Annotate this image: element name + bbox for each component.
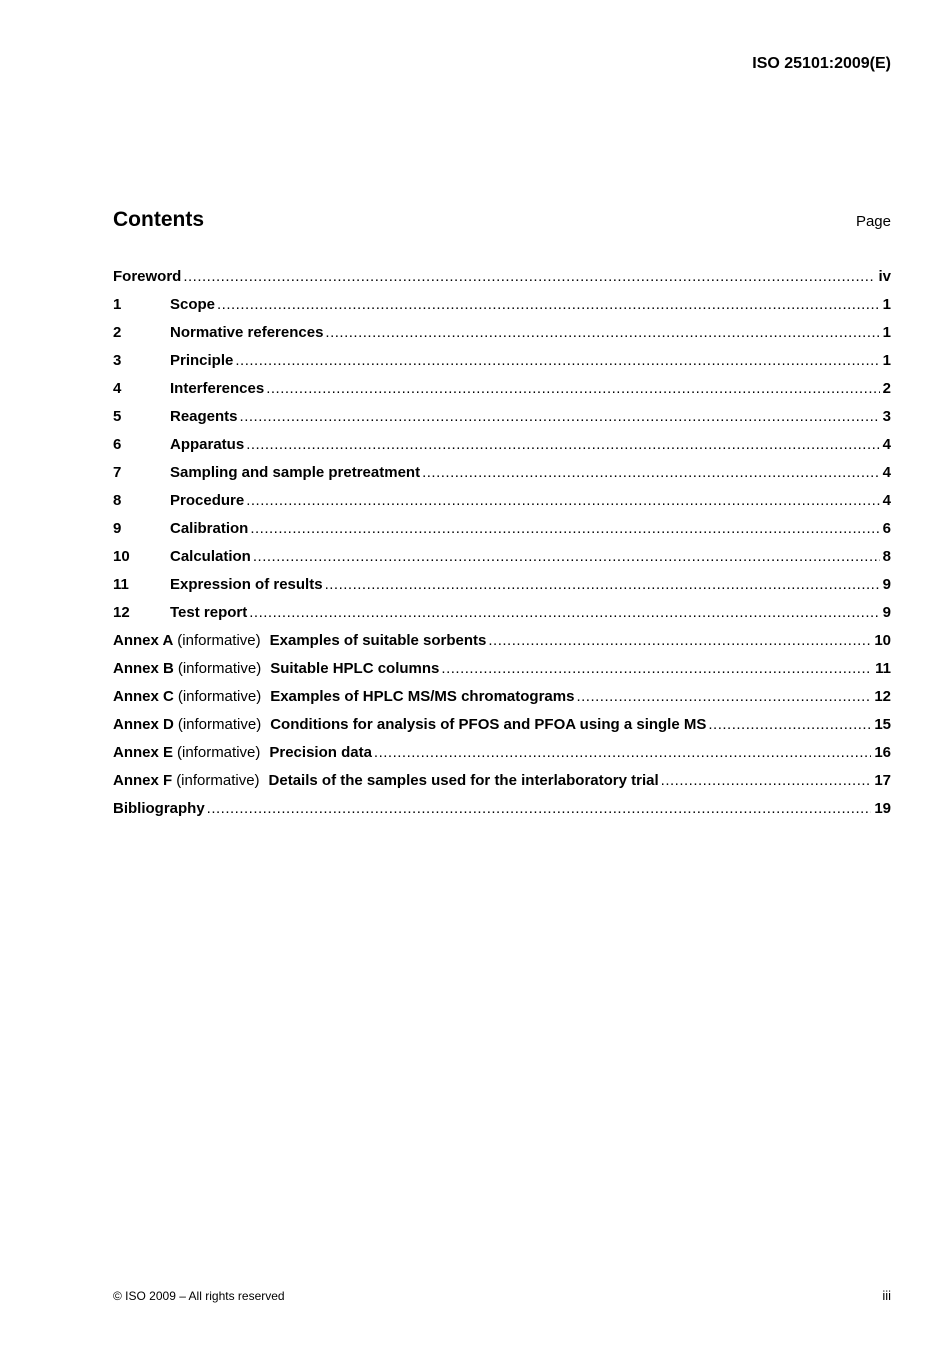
footer-page-number: iii <box>882 1288 891 1303</box>
toc-annex-label: Annex B <box>113 660 174 677</box>
toc-entry-page: 4 <box>882 492 891 509</box>
toc-entry-expression-of-results[interactable] <box>113 576 891 604</box>
toc-entry-bibliography[interactable] <box>113 800 891 828</box>
toc-dot-leader <box>488 632 871 649</box>
toc-annex-kind: (informative) <box>176 772 260 789</box>
toc-annex-label: Annex E <box>113 744 174 761</box>
toc-dot-leader <box>249 604 879 621</box>
toc-annex-label: Annex D <box>113 716 174 733</box>
toc-entry-number: 6 <box>113 436 122 453</box>
toc-entry-annex-a[interactable] <box>113 632 891 660</box>
page-column-label: Page <box>855 213 891 230</box>
toc-annex-kind: (informative) <box>177 716 262 733</box>
toc-annex-kind: (informative) <box>177 688 262 705</box>
toc-entry-calibration[interactable] <box>113 520 891 548</box>
toc-entry-number: 9 <box>113 520 122 537</box>
toc-annex-kind: (informative) <box>177 660 262 677</box>
toc-dot-leader <box>422 464 880 481</box>
toc-entry-page: 4 <box>882 436 891 453</box>
toc-dot-leader <box>441 660 872 677</box>
toc-entry-title: Conditions for analysis of PFOS and PFOA using a single MS <box>270 716 707 733</box>
toc-entry-number: 12 <box>113 604 130 621</box>
toc-entry-calculation[interactable] <box>113 548 891 576</box>
toc-entry-procedure[interactable] <box>113 492 891 520</box>
toc-entry-page: 2 <box>882 380 891 397</box>
toc-entry-page: 8 <box>882 548 891 565</box>
toc-entry-number: 10 <box>113 548 130 565</box>
toc-entry-title: Calculation <box>170 548 251 565</box>
toc-annex-label: Annex C <box>113 688 174 705</box>
toc-dot-leader <box>240 408 880 425</box>
toc-dot-leader <box>207 800 872 817</box>
toc-entry-title: Calibration <box>170 520 249 537</box>
toc-entry-page: 1 <box>882 324 891 341</box>
toc-entry-number: 5 <box>113 408 122 425</box>
document-id: ISO 25101:2009(E) <box>752 55 891 72</box>
toc-entry-normative-references[interactable] <box>113 324 891 352</box>
toc-entry-page: 12 <box>874 688 891 705</box>
toc-dot-leader <box>266 380 879 397</box>
toc-dot-leader <box>325 576 880 593</box>
toc-entry-number: 8 <box>113 492 122 509</box>
toc-entry-annex-c[interactable] <box>113 688 891 716</box>
toc-dot-leader <box>235 352 879 369</box>
toc-entry-sampling[interactable] <box>113 464 891 492</box>
toc-entry-page: 1 <box>882 296 891 313</box>
toc-dot-leader <box>250 520 879 537</box>
toc-entry-page: 15 <box>874 716 891 733</box>
toc-entry-title: Interferences <box>170 380 265 397</box>
toc-entry-reagents[interactable] <box>113 408 891 436</box>
toc-entry-title: Examples of HPLC MS/MS chromatograms <box>270 688 575 705</box>
toc-dot-leader <box>325 324 879 341</box>
toc-entry-principle[interactable] <box>113 352 891 380</box>
toc-entry-number: 4 <box>113 380 122 397</box>
toc-entry-title: Normative references <box>170 324 324 341</box>
toc-dot-leader <box>374 744 871 761</box>
toc-dot-leader <box>246 492 879 509</box>
contents-header <box>113 208 891 232</box>
toc-entry-number: 11 <box>113 576 129 593</box>
toc-entry-title: Apparatus <box>170 436 245 453</box>
toc-entry-interferences[interactable] <box>113 380 891 408</box>
toc-dot-leader <box>708 716 871 733</box>
toc-dot-leader <box>246 436 879 453</box>
toc-dot-leader <box>661 772 872 789</box>
toc-entry-title: Details of the samples used for the interlaboratory trial <box>268 772 659 789</box>
contents-title: Contents <box>113 208 204 231</box>
toc-entry-annex-e[interactable] <box>113 744 891 772</box>
toc-entry-title: Suitable HPLC columns <box>270 660 440 677</box>
toc-entry-title: Foreword <box>113 268 182 285</box>
toc-annex-label: Annex A <box>113 632 174 649</box>
toc-entry-page: 9 <box>882 604 891 621</box>
toc-entry-number: 3 <box>113 352 122 369</box>
toc-entry-title: Precision data <box>269 744 372 761</box>
toc-dot-leader <box>576 688 871 705</box>
toc-entry-title: Procedure <box>170 492 245 509</box>
toc-entry-title: Bibliography <box>113 800 205 817</box>
toc-annex-label: Annex F <box>113 772 173 789</box>
toc-entry-annex-b[interactable] <box>113 660 891 688</box>
toc-entry-number: 7 <box>113 464 122 481</box>
toc-entry-page: 1 <box>882 352 891 369</box>
toc-entry-page: 6 <box>882 520 891 537</box>
toc-dot-leader <box>253 548 880 565</box>
footer-copyright: © ISO 2009 – All rights reserved <box>113 1289 285 1303</box>
toc-dot-leader <box>183 268 875 285</box>
toc-entry-page: 4 <box>882 464 891 481</box>
toc-entry-number: 2 <box>113 324 122 341</box>
toc-entry-annex-d[interactable] <box>113 716 891 744</box>
toc-annex-kind: (informative) <box>177 632 261 649</box>
toc-entry-title: Sampling and sample pretreatment <box>170 464 421 481</box>
toc-entry-page: 19 <box>874 800 891 817</box>
toc-dot-leader <box>217 296 880 313</box>
toc-entry-title: Scope <box>170 296 216 313</box>
toc-entry-number: 1 <box>113 296 122 313</box>
toc-entry-title: Expression of results <box>170 576 323 593</box>
toc-entry-scope[interactable] <box>113 296 891 324</box>
toc-entry-page: iv <box>878 268 891 285</box>
toc-entry-test-report[interactable] <box>113 604 891 632</box>
toc-entry-page: 3 <box>882 408 891 425</box>
toc-entry-page: 16 <box>874 744 891 761</box>
toc-entry-foreword[interactable] <box>113 268 891 296</box>
toc-entry-title: Test report <box>170 604 248 621</box>
toc-entry-page: 9 <box>882 576 891 593</box>
table-of-contents <box>113 268 891 828</box>
toc-entry-page: 11 <box>875 660 891 677</box>
toc-entry-annex-f[interactable] <box>113 772 891 800</box>
toc-entry-apparatus[interactable] <box>113 436 891 464</box>
toc-entry-title: Principle <box>170 352 234 369</box>
toc-entry-title: Reagents <box>170 408 238 425</box>
toc-annex-kind: (informative) <box>177 744 261 761</box>
toc-entry-page: 10 <box>874 632 891 649</box>
toc-entry-title: Examples of suitable sorbents <box>269 632 487 649</box>
toc-entry-page: 17 <box>874 772 891 789</box>
